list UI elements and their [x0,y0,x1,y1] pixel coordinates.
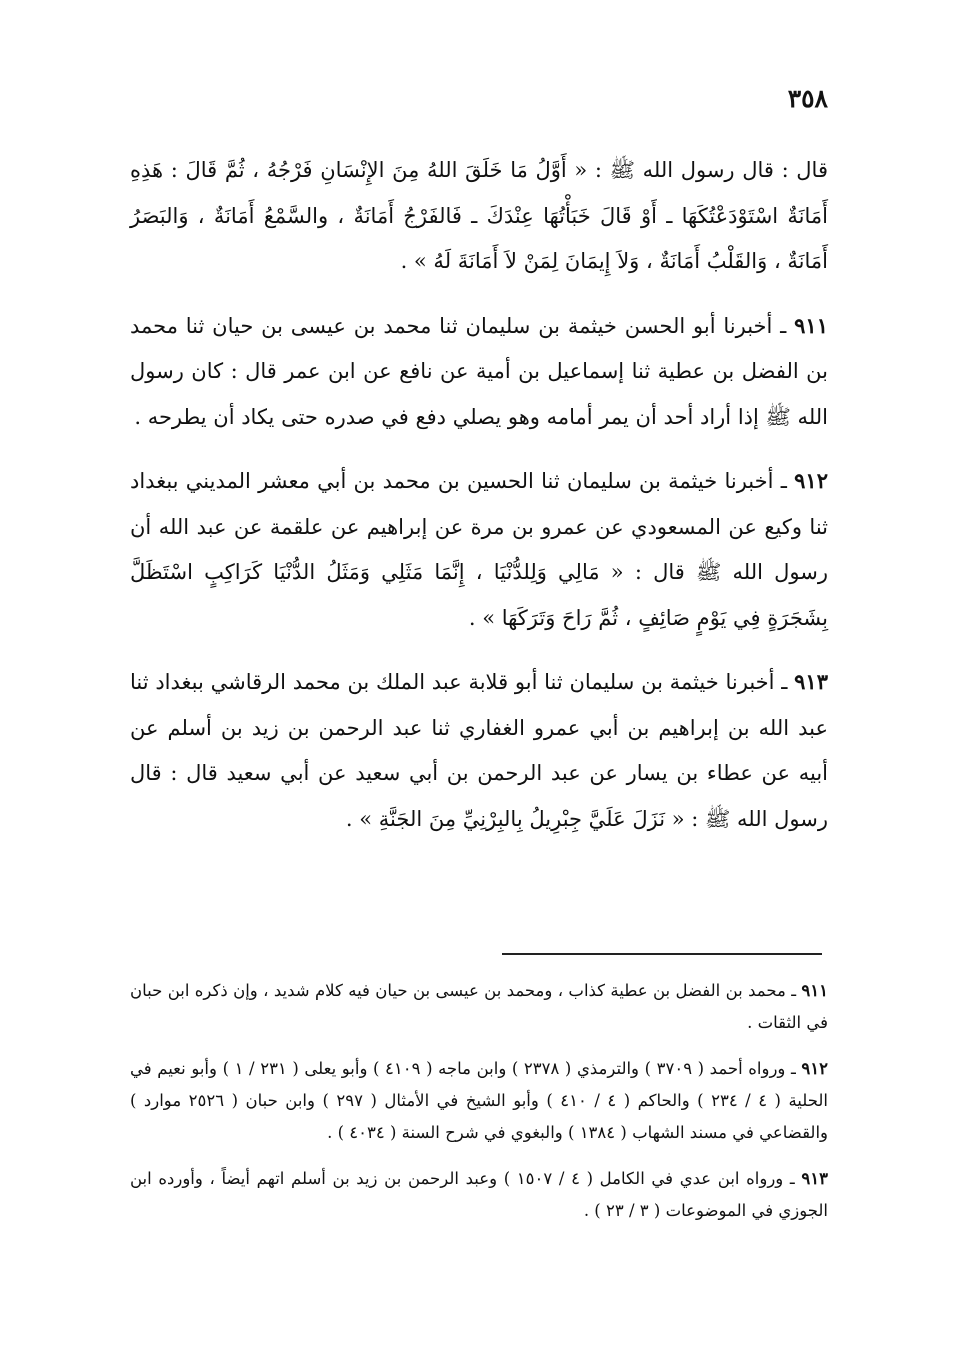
hadith-number: ٩١٣ [794,669,828,694]
paragraph-continuation [130,148,828,285]
footnote-number: ٩١٣ [801,1169,828,1188]
hadith-number: ٩١١ [794,312,828,338]
footnote-911 [130,975,828,1039]
footnote-number: ٩١١ [801,981,829,1000]
footnote-912 [130,1053,828,1149]
paragraph-text: قال : قال رسول الله ﷺ : « أَوَّلُ مَا خَلَقَ اللهُ مِنَ الإِنْسَانِ فَرْجُهُ ، ثُمَّ قَالَ : هَذِهِ أَمَانَةٌ اسْتَوْدَعْتُكَهَا ـ أَوْ قَالَ خَبَأْتُهَا عِنْدَكَ ـ فَالفَرْجُ أَمَانَةٌ ، والسَّمْعُ أَمَانَةٌ ، وَالبَصَرُ أَمَانَةٌ ، وَالقَلْبُ أَمَانَةٌ ، وَلاَ إِيمَانَ لِمَنْ لاَ أَمَانَةَ لَهُ » . [130,158,828,273]
footnote-number: ٩١٢ [801,1059,828,1078]
hadith-912 [130,458,828,641]
footnote-913 [130,1163,828,1227]
page-number: ٣٥٨ [787,84,828,113]
footnote-separator [502,953,822,955]
main-text [130,148,828,842]
footnotes [130,975,828,1241]
paragraph-text: ـ أخبرنا خيثمة بن سليمان ثنا الحسين بن محمد بن أبي معشر المديني ببغداد ثنا وكيع عن المسعودي عن عمرو بن مرة عن إبراهيم عن علقمة عن عبد الله أن رسول الله ﷺ قال : « مَالِي وَلِلدُّنْيَا ، إِنَّمَا مَثَلِي وَمَثَلُ الدُّنْيَا كَرَاكِبٍ اسْتَظَلَّ بِشَجَرَةٍ فِي يَوْمٍ صَائِفٍ ، ثُمَّ رَاحَ وَتَرَكَهَا » . [130,469,828,630]
hadith-911 [130,303,828,441]
hadith-913 [130,659,828,842]
paragraph-text: ـ أخبرنا خيثمة بن سليمان ثنا أبو قلابة عبد الملك بن محمد الرقاشي ببغداد ثنا عبد الله بن إبراهيم بن أبي عمرو الغفاري ثنا عبد الرحمن بن زيد بن أسلم عن أبيه عن عطاء بن يسار عن عبد الرحمن بن أبي سعيد عن أبي سعيد قال : قال رسول الله ﷺ : « نَزَلَ عَلَيَّ جِبْرِيلُ بِالبِرْنِيِّ مِنَ الجَنَّةِ » . [130,670,828,831]
hadith-number: ٩١٢ [794,468,828,493]
footnote-text: ـ ورواه ابن عدي في الكامل ( ٤ / ١٥٠٧ ) وعبد الرحمن بن زيد بن أسلم اتهم أيضاً ، وأورده ابن الجوزي في الموضوعات ( ٣ / ٢٣ ) . [130,1169,828,1220]
paragraph-text: ـ أخبرنا أبو الحسن خيثمة بن سليمان ثنا محمد بن عيسى بن حيان ثنا محمد بن الفضل بن عطية ثنا إسماعيل بن أمية عن نافع عن ابن عمر قال : كان رسول الله ﷺ إذا أراد أحد أن يمر أمامه وهو يصلي دفع في صدره حتى يكاد أن يطرحه . [130,313,828,429]
footnote-text: ـ محمد بن الفضل بن عطية كذاب ، ومحمد بن عيسى بن حيان فيه كلام شديد ، وإن ذكره ابن حبان في الثقات . [130,981,828,1032]
footnote-text: ـ ورواه أحمد ( ٣٧٠٩ ) والترمذي ( ٢٣٧٨ ) وابن ماجه ( ٤١٠٩ ) وأبو يعلى ( ٢٣١ / ١ ) وأبو نعيم في الحلية ( ٤ / ٢٣٤ ) والحاكم ( ٤ / ٤١٠ ) وأبو الشيخ في الأمثال ( ٢٩٧ ) وابن حبان ( ٢٥٢٦ موارد ) والقضاعي في مسند الشهاب ( ١٣٨٤ ) والبغوي في شرح السنة ( ٤٠٣٤ ) . [130,1059,829,1142]
